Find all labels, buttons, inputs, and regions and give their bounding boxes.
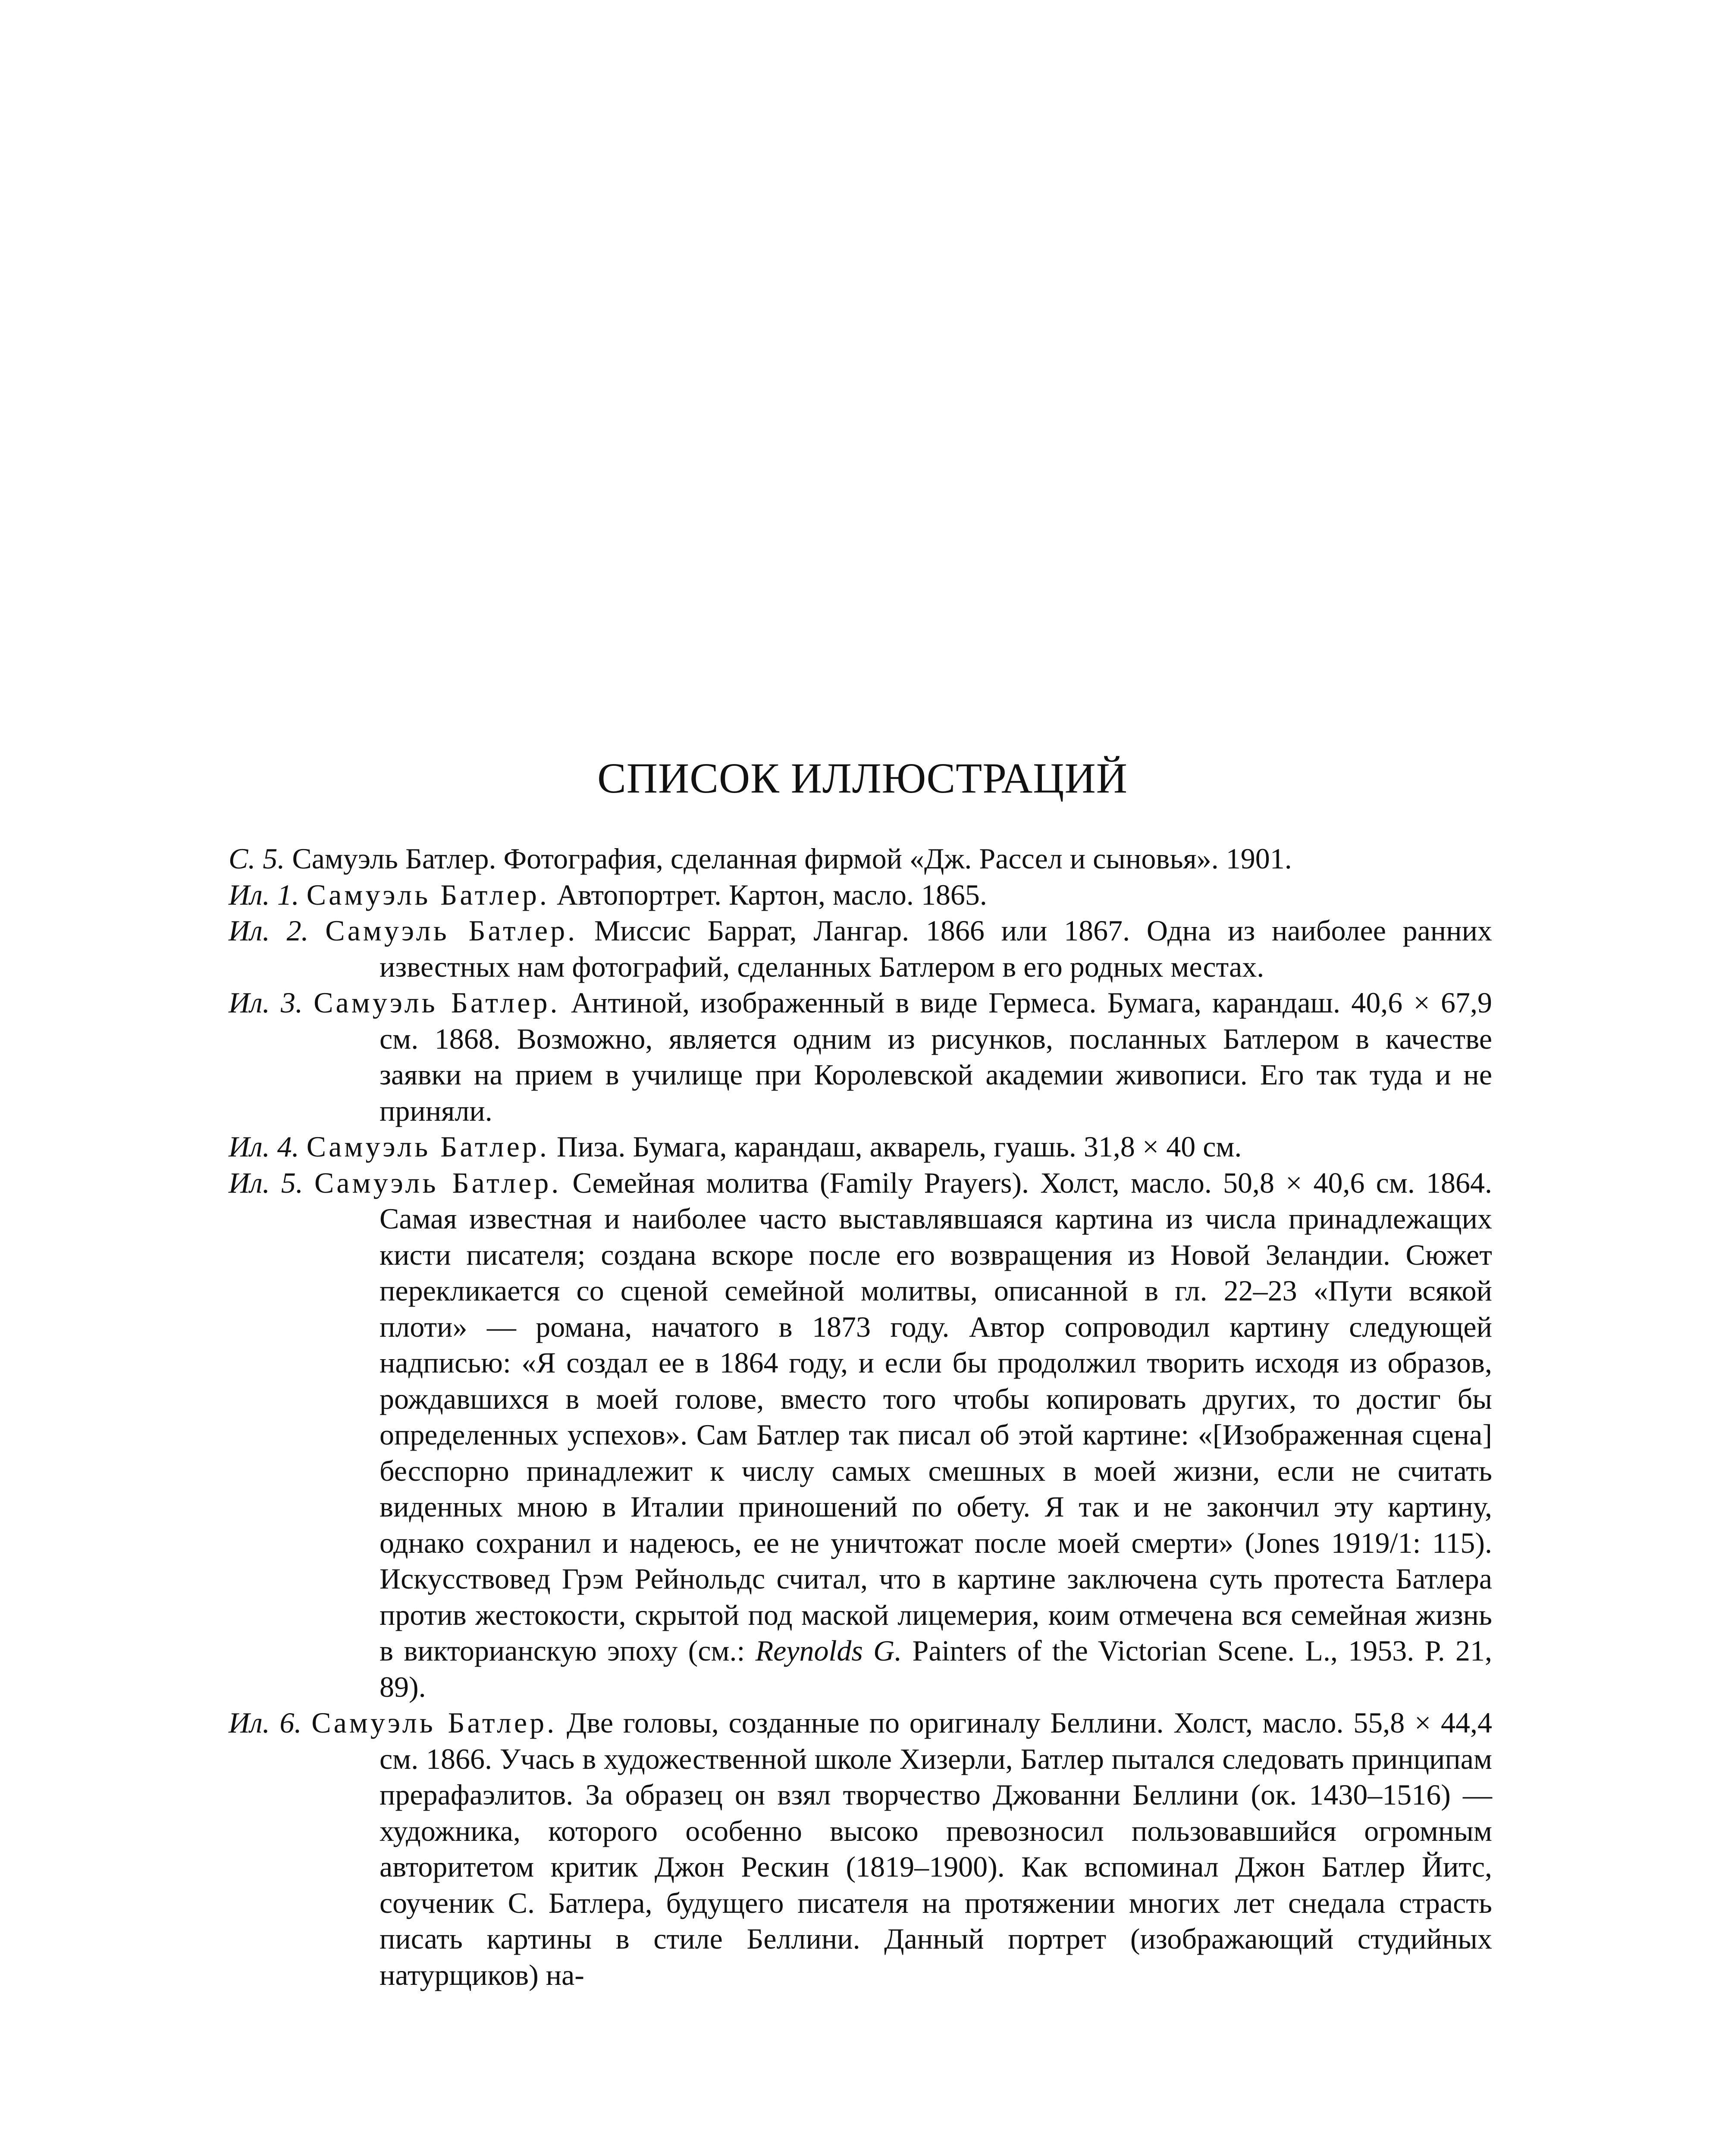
entry-ref: Ил. 2.: [229, 914, 309, 947]
list-item: [229, 913, 1492, 985]
entry-author: Самуэль Батлер.: [311, 1706, 557, 1739]
entry-text: Семейная молитва (Family Prayers). Холст, масло. 50,8 × 40,6 см. 1864. Самая известная и наиболее часто выставлявшаяся картина из числа принадлежащих кисти писателя; создана вскоре после его возвращения из Новой Зеландии. Сюжет перекликается со сценой семейной молитвы, описанной в гл. 22–23 «Пути всякой плоти» — романа, начатого в 1873 году. Автор сопроводил картину следующей надписью: «Я создал ее в 1864 году, и если бы продолжил творить исходя из образов, рождавшихся в моей голове, вместо того чтобы копировать других, то достиг бы определенных успехов». Сам Батлер так писал об этой картине: «[Изображенная сцена] бесспорно принадлежит к числу самых смешных в моей жизни, если не считать виденных мною в Италии приношений по обету. Я так и не закончил эту картину, однако сохранил и надеюсь, ее не уничтожат после моей смерти» (Jones 1919/1: 115). Искусствовед Грэм Рейнольдс считал, что в картине заключена суть протеста Батлера против жестокости, скрытой под маской лицемерия, коим отмечена вся семейная жизнь в викторианскую эпоху (см.:: [380, 1166, 1493, 1667]
illustration-list: [229, 841, 1492, 1993]
list-item: [229, 877, 1492, 913]
list-item: [229, 1165, 1492, 1705]
entry-text: Пиза. Бумага, карандаш, акварель, гуашь. 31,8 × 40 см.: [556, 1130, 1242, 1163]
entry-ref: Ил. 3.: [229, 986, 303, 1019]
entry-ref: Ил. 1.: [229, 878, 299, 911]
page-title: СПИСОК ИЛЛЮСТРАЦИЙ: [597, 754, 1128, 802]
list-item: [229, 1705, 1492, 1993]
entry-ref: С. 5.: [229, 842, 285, 875]
list-item: [229, 985, 1492, 1129]
list-item: [229, 1129, 1492, 1165]
entry-author: Самуэль Батлер.: [314, 986, 560, 1019]
entry-text: Самуэль Батлер. Фотография, сделанная фирмой «Дж. Рассел и сыновья». 1901.: [292, 842, 1292, 875]
entry-text: Две головы, созданные по оригиналу Беллини. Холст, масло. 55,8 × 44,4 см. 1866. Учась в художественной школе Хизерли, Батлер пытался следовать принципам прерафаэлитов. За образец он взял творчество Джованни Беллини (ок. 1430–1516) — художника, которого особенно высоко превозносил пользовавшийся огромным авторитетом критик Джон Рескин (1819–1900). Как вспоминал Джон Батлер Йитс, соученик С. Батлера, будущего писателя на протяжении многих лет снедала страсть писать картины в стиле Беллини. Данный портрет (изображающий студийных натурщиков) на-: [380, 1706, 1493, 1991]
entry-author: Самуэль Батлер.: [306, 878, 549, 911]
entry-text-cont: Painters of the Victorian Scene. L., 1953. P. 21, 89).: [380, 1634, 1492, 1703]
entry-citation-author: Reynolds G.: [755, 1634, 902, 1667]
entry-author: Самуэль Батлер.: [325, 914, 578, 947]
entry-text: Автопортрет. Картон, масло. 1865.: [556, 878, 987, 911]
entry-text: Миссис Баррат, Лангар. 1866 или 1867. Одна из наиболее ранних известных нам фотографий, сделанных Батлером в его родных местах.: [380, 914, 1493, 983]
list-item: [229, 841, 1492, 877]
entry-author: Самуэль Батлер.: [314, 1166, 561, 1199]
entry-ref: Ил. 4.: [229, 1130, 299, 1163]
entry-ref: Ил. 5.: [229, 1166, 303, 1199]
entry-author: Самуэль Батлер.: [306, 1130, 549, 1163]
entry-ref: Ил. 6.: [229, 1706, 302, 1739]
entry-text: Антиной, изображенный в виде Гермеса. Бумага, карандаш. 40,6 × 67,9 см. 1868. Возможно, является одним из рисунков, посланных Батлером в качестве заявки на прием в училище при Королевской академии живописи. Его так туда и не приняли.: [380, 986, 1493, 1127]
